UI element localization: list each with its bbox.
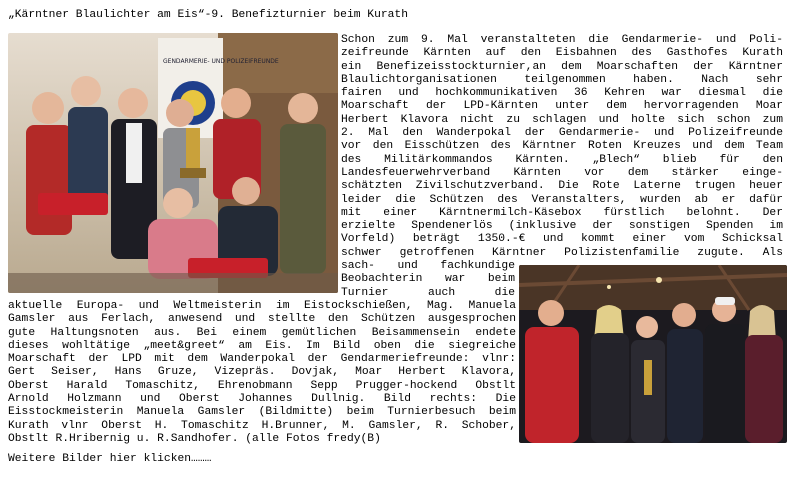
body-line: Gamsler aus Ferlach, anwesend und stellte den Schützen ausgesprochen <box>8 313 516 326</box>
body-line: Moarschaft der LPD mit dem Wanderpokal der Gendarmeriefreunde: vlnr: <box>8 353 516 366</box>
article-body-mid <box>341 260 515 300</box>
banner-text: GENDARMERIE- UND POLIZEIFREUNDE <box>163 58 279 65</box>
body-line: Blaulichtorganisationen teilgenommen haben. Nach sehr <box>341 73 783 86</box>
body-line: Herbert Klavora nicht zu schlagen und holte sich schon zum <box>341 113 783 126</box>
body-line: Oberst Harald Tomaschitz, Ehrenobmann Sepp Prugger-hockend Obstlt <box>8 379 516 392</box>
body-line: Moarschaft der LPD-Kärnten unter dem hervorragenden Moar <box>341 100 783 113</box>
body-line: erzielte Spendenerlös (inklusive der sonstigen Spenden im <box>341 220 783 233</box>
body-line: vor den Eisschützen des Kärntner Roten Kreuzes und dem Team <box>341 140 783 153</box>
team-photo[interactable] <box>8 33 338 293</box>
body-line: mit einer Kärntnermilch-Käsebox fürstlich belohnt. Der <box>341 206 783 219</box>
champion-group-photo[interactable] <box>519 265 787 443</box>
more-pictures-link[interactable]: Weitere Bilder hier klicken……… <box>8 453 212 465</box>
champion-group-photo-image <box>519 265 787 443</box>
body-line: des Militärkommandos Kärnten. „Blech“ blieb für den <box>341 153 783 166</box>
article-headline: „Kärntner Blaulichter am Eis“-9. Benefizturnier beim Kurath <box>8 9 408 21</box>
body-line: zeifreunde Kärnten auf den Eisbahnen des Gasthofes Kurath <box>341 47 783 60</box>
body-line: 2. Mal den Wanderpokal der Gendarmerie- und Polizeifreunde <box>341 127 783 140</box>
article-body-top <box>341 34 783 260</box>
body-line: fairen und hochkommunikativen 36 Kehren war diesmal die <box>341 87 783 100</box>
body-line: schwer getroffenen Kärntner Polizistenfamilie zugute. Als <box>341 246 783 259</box>
body-line: leider die Schützen des Veranstalters, wurden ab er dafür <box>341 193 783 206</box>
body-line: Arnold Holzmann und Oberst Johannes Dullnig. Bild rechts: Die <box>8 393 516 406</box>
body-line: aktuelle Europa- und Weltmeisterin im Eistockschießen, Mag. Manuela <box>8 300 516 312</box>
body-line: gute Haltungsnoten aus. Bei einem gemütlichen Beisammensein endete <box>8 326 516 339</box>
body-line: Landesfeuerwehrverband Kärnten vor dem stärker einge- <box>341 166 783 179</box>
body-line: Eisstockmeisterin Manuela Gamsler (Bildmitte) beim Turnierbesuch beim <box>8 406 516 419</box>
body-line: Kurath vlnr Oberst H. Tomaschitz H.Brunner, M. Gamsler, R. Schober, <box>8 419 516 432</box>
body-line: Vorfeld) beträgt 1350.-€ und kommt einer vom Schicksal <box>341 233 783 246</box>
body-line: Beobachterin war beim <box>341 273 515 286</box>
body-line: ein Benefizeisstockturnier,an dem Moarschaften der Kärntner <box>341 60 783 73</box>
body-line: Schon zum 9. Mal veranstalteten die Gendarmerie- und Poli- <box>341 34 783 46</box>
body-line: Gert Seiser, Hans Gruze, Vizepräs. Dovjak, Moar Herbert Klavora, <box>8 366 516 379</box>
body-line: schätzten Zivilschutzverband. Die Rote Laterne trugen heuer <box>341 180 783 193</box>
body-line: Obstlt R.Hribernig u. R.Sandhofer. (alle Fotos fredy(B) <box>8 432 381 445</box>
body-line: dieses wohltätige „meet&greet“ am Eis. Im Bild oben die siegreiche <box>8 339 516 352</box>
body-line: Turnier auch die <box>341 286 515 299</box>
body-line: sach- und fachkundige <box>341 260 515 272</box>
article-body-bottom <box>8 300 516 446</box>
team-photo-image <box>8 33 338 293</box>
